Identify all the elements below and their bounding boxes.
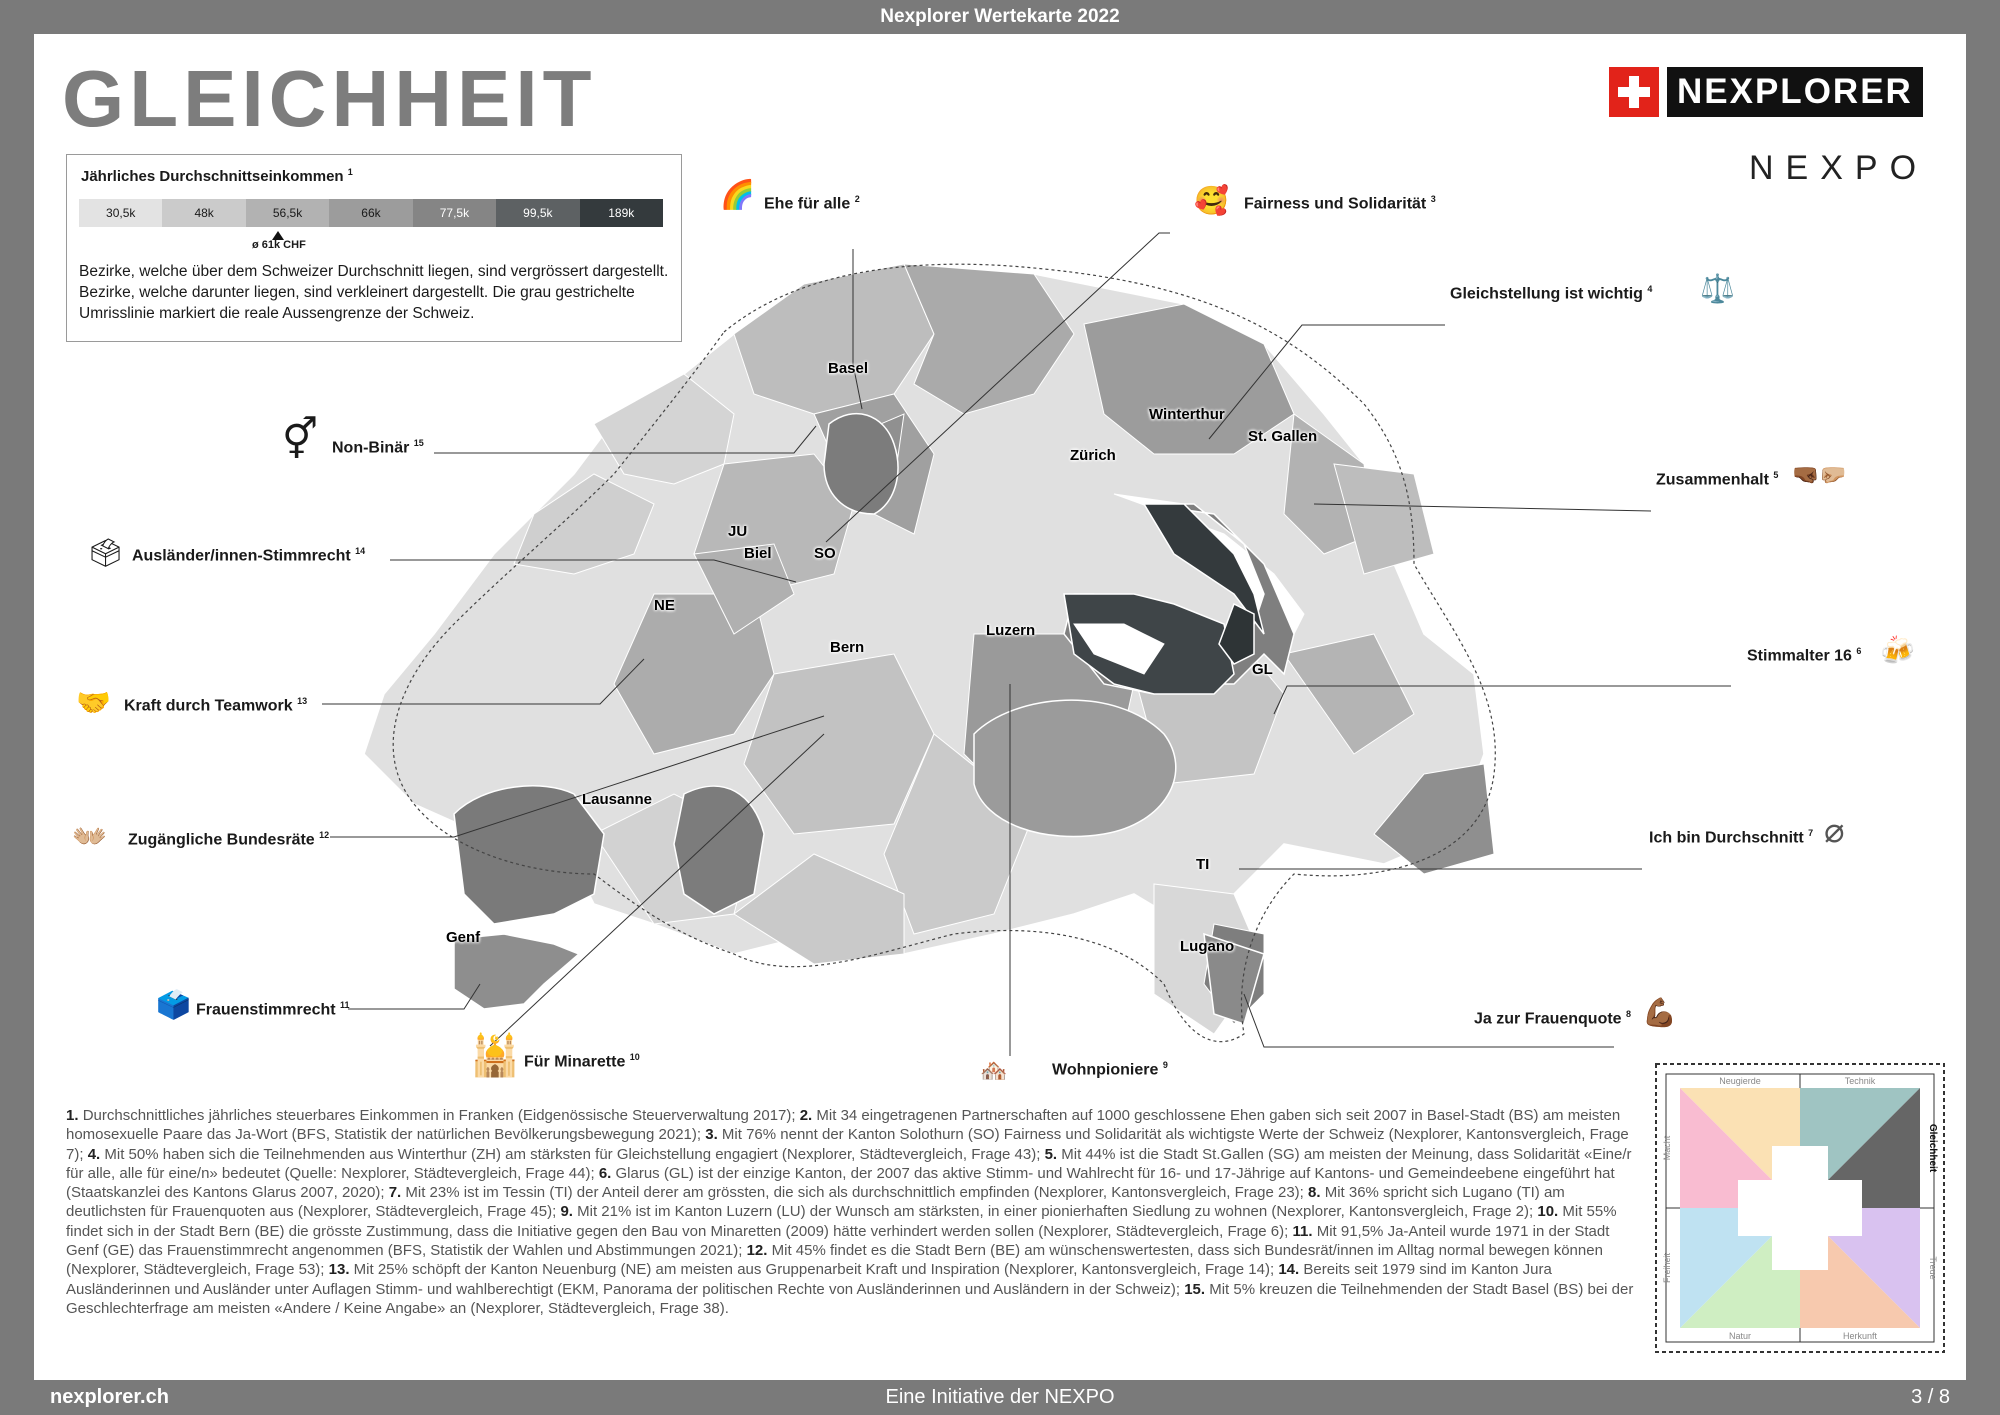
city-label: JU (728, 523, 748, 540)
page-title: GLEICHHEIT (62, 54, 597, 143)
city-label: Zürich (1070, 447, 1116, 464)
city-label: Lugano (1180, 938, 1235, 955)
bern-region (674, 786, 764, 914)
average-income: ø 61k CHF (252, 239, 306, 251)
annotation-label: Non-Binär $^{15}$ (332, 438, 424, 457)
city-label: GL (1252, 661, 1273, 678)
footer-bar (0, 1380, 2000, 1415)
city-label: Luzern (986, 622, 1036, 639)
annotation-label: Zugängliche Bundesräte $^{12}$ (128, 830, 330, 849)
legend-title: Jährliches Durchschnittseinkommen $^1$ (81, 167, 353, 185)
income-bin: 66k (329, 199, 412, 227)
handshake-icon: 🤝 (76, 687, 111, 718)
compass-label: Technik (1844, 1076, 1876, 1086)
average-diameter-icon: ⌀ (1824, 812, 1845, 850)
city-label: Winterthur (1149, 406, 1225, 423)
income-bin: 77,5k (413, 199, 496, 227)
city-label: SO (814, 545, 836, 562)
compass-label: Macht (1662, 1135, 1672, 1161)
income-bin: 56,5k (246, 199, 329, 227)
annotation-label: Für Minarette $^{10}$ (524, 1052, 640, 1071)
open-hands-icon: 👐🏼 (72, 821, 107, 852)
annotation-label: Kraft durch Teamwork $^{13}$ (124, 696, 308, 715)
annotation-label: Wohnpioniere $^9$ (1052, 1060, 1168, 1079)
income-bin: 30,5k (79, 199, 162, 227)
city-label: Genf (446, 929, 481, 946)
smiling-face-hearts-icon: 🥰 (1194, 185, 1229, 216)
ballot-box-icon: 🗳️ (156, 989, 191, 1020)
non-binary-symbol-icon: ⚥ (282, 418, 319, 462)
scales-icon: ⚖️ (1700, 273, 1735, 304)
city-label: TI (1196, 856, 1210, 873)
values-compass (1654, 1062, 1946, 1354)
district-regions (364, 264, 1494, 1034)
income-bin: 48k (162, 199, 245, 227)
annotation-label: Stimmalter 16 $^6$ (1747, 646, 1862, 665)
legend-description: Bezirke, welche über dem Schweizer Durchschnitt liegen, sind vergrössert dargestellt. Bezirke, welche darunter liegen, sind verkleinert dargestellt. Die grau gestrichelte Umrisslinie markiert die reale Aussengrenze der Schweiz. (79, 263, 669, 322)
map-page (34, 34, 1966, 1380)
annotation-label: Ich bin Durchschnitt $^7$ (1649, 828, 1814, 847)
footer-initiative: Eine Initiative der NEXPO (885, 1386, 1115, 1408)
footer-website-link[interactable]: nexplorer.ch (50, 1386, 169, 1408)
ballot-x-icon: 🗳 (88, 537, 124, 568)
annotation-label: Zusammenhalt $^5$ (1656, 470, 1779, 489)
footnotes: 1. Durchschnittliches jährliches steuerbares Einkommen in Franken (Eidgenössische Steuerverwaltung 2017); 2. Mit 34 eingetragenen Partnerschaften auf 1000 geschlossene Ehen gaben sich seit 2007 in Basel-Stadt (BS) am meisten homosexuelle Paare das Ja-Wort (BFS, Statistik der natürlichen Bevölkerungsbewegung 2021); 3. Mit 76% nennt der Kanton Solothurn (SO) Fairness und Solidarität als wichtigste Werte der Schweiz (Nexplorer, Kantonsvergleich, Frage 7); 4. Mit 50% haben sich die Teilnehmenden aus Winterthur (ZH) am stärksten für Gleichstellung engagiert (Nexplorer, Städtevergleich, Frage 43); 5. Mit 44% ist die Stadt St.Gallen (SG) am meisten der Meinung, dass Solidarität «Eine/r für alle, alle für eine/n» bedeutet (Quelle: Nexplorer, Städtevergleich, Frage 44); 6. Glarus (GL) ist der einzige Kanton, der 2007 das aktive Stimm- und Wahlrecht für 16- und 17-Jährige auf Kantons- und Gemeindeebene eingeführt hat (Staatskanzlei des Kantons Glarus 2007, 2020); 7. Mit 23% ist im Tessin (TI) der Anteil derer am grössten, die sich als durchschnittlich empfinden (Nexplorer, Kantonsvergleich, Frage 23); 8. Mit 36% spricht sich Lugano (TI) am deutlichsten für Frauenquoten aus (Nexplorer, Städtevergleich, Frage 45); 9. Mit 21% ist im Kanton Luzern (LU) der Wunsch am stärksten, in einer pionierhaften Siedlung zu wohnen (Nexplorer, Kantonsvergleich, Frage 2); 10. Mit 55% findet sich in der Stadt Bern (BE) die grösste Zustimmung, dass die Initiative gegen den Bau von Minaretten (2009) hätte verhindert werden sollen (Nexplorer, Städtevergleich, Frage 6); 11. Mit 91,5% Ja-Anteil wurde 1971 in der Stadt Genf (GE) das Frauenstimmrecht angenommen (BFS, Statistik der Wahlen und Abstimmungen 2021); 12. Mit 45% findet es die Stadt Bern (BE) am wünschenswertesten, dass sich Bundesrät/innen im Alltag normal bewegen können (Nexplorer, Städtevergleich, Frage 53); 13. Mit 25% schöpft der Kanton Neuenburg (NE) am meisten aus Gruppenarbeit Kraft und Inspiration (Nexplorer, Kantonsvergleich, Frage 14); 14. Bereits seit 1979 sind im Kanton Jura Ausländerinnen und Ausländer unter Auflagen Stimm- und wahlberechtigt (EKM, Panorama der politischen Rechte von Ausländerinnen und Ausländern in der Schweiz); 15. Mit 5% kreuzen die Teilnehmenden der Stadt Basel (BS) bei der Geschlechterfrage am meisten «Andere / Keine Angabe» an (Nexplorer, Städtevergleich, Frage 38). (66, 1107, 1634, 1317)
annotation-label: Ehe für alle $^2$ (764, 194, 860, 213)
nexpo-logo: NEXPO (1749, 149, 1929, 187)
page-number: 3 / 8 (1911, 1386, 1950, 1408)
compass-label: Natur (1728, 1331, 1752, 1341)
flexed-biceps-icon: 💪🏾 (1642, 997, 1677, 1028)
mosque-icon: 🕌 (470, 1034, 520, 1078)
top-bar-title: Nexplorer Wertekarte 2022 (880, 6, 1120, 27)
compass-label: Herkunft (1842, 1331, 1878, 1341)
compass-label: Treue (1928, 1256, 1938, 1280)
annotation-label: Fairness und Solidarität $^3$ (1244, 194, 1436, 213)
annotation-label: Gleichstellung ist wichtig $^4$ (1450, 284, 1653, 303)
compass-label: Freiheit (1662, 1252, 1672, 1284)
annotation-label: Ausländer/innen-Stimmrecht $^{14}$ (132, 546, 366, 565)
city-label: Basel (828, 360, 869, 377)
fist-bump-icon: 🤜🏾🤛🏼 (1792, 462, 1847, 487)
annotation-label: Frauenstimmrecht $^{11}$ (196, 1000, 350, 1019)
city-label: NE (654, 597, 675, 614)
city-label: St. Gallen (1248, 428, 1318, 445)
city-label: Lausanne (582, 791, 653, 808)
rainbow-icon: 🌈 (720, 179, 755, 210)
annotation-label: Ja zur Frauenquote $^8$ (1474, 1009, 1632, 1028)
city-label: Bern (830, 639, 865, 656)
income-bin: 189k (580, 199, 663, 227)
houses-icon: 🏘️ (980, 1058, 1008, 1083)
city-label: Biel (744, 545, 772, 562)
compass-label: Neugierde (1719, 1076, 1761, 1086)
luzern-region (974, 700, 1176, 836)
compass-label: Gleichheit (1927, 1123, 1938, 1173)
income-bin: 99,5k (496, 199, 579, 227)
beer-mugs-icon: 🍻 (1880, 635, 1915, 666)
brand-name: NEXPLORER (1667, 67, 1923, 117)
